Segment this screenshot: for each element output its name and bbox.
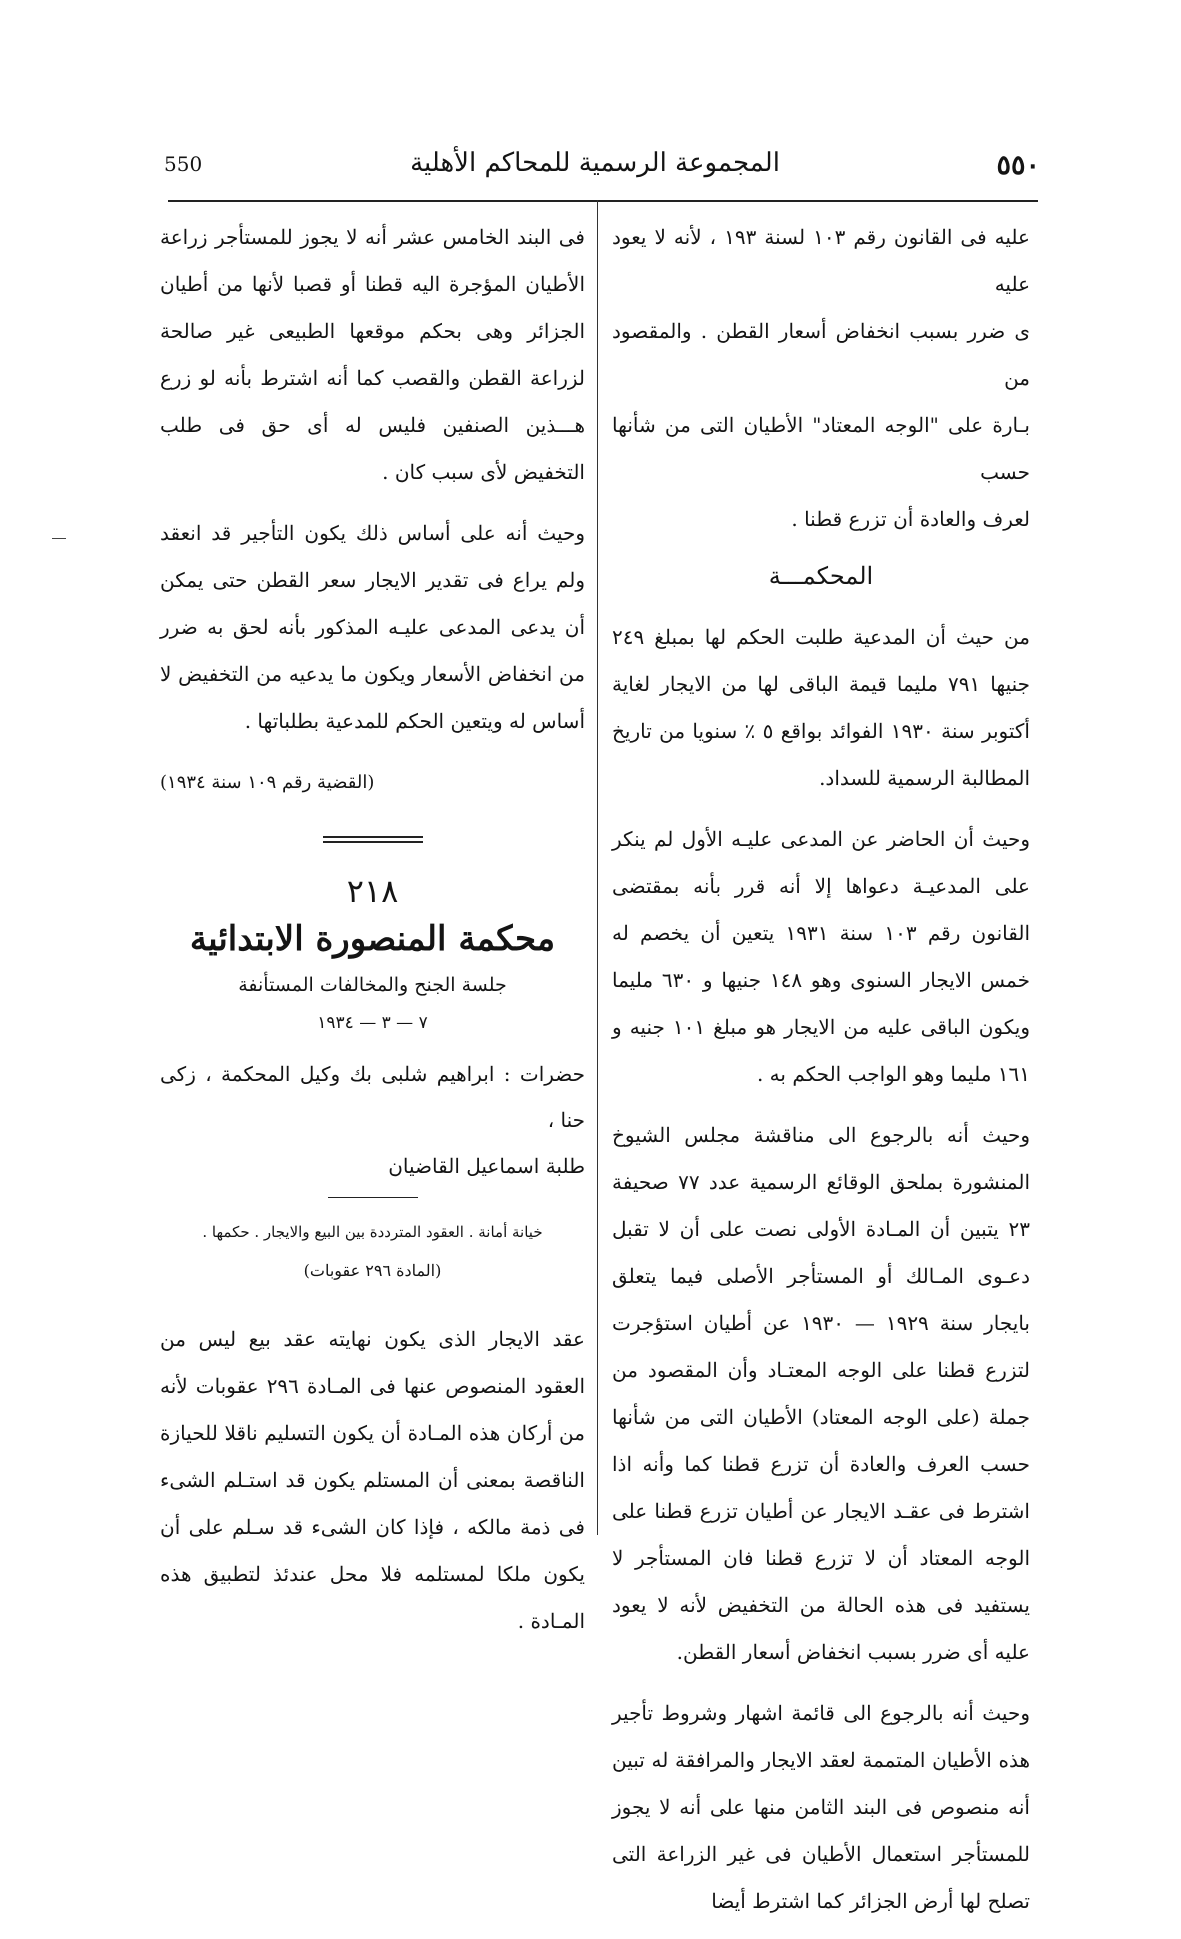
case-summary: خيانة أمانة . العقود المترددة بين البيع والايجار . حكمها . [202, 1223, 543, 1241]
paragraph: من حيث أن المدعية طلبت الحكم لها بمبلغ ٢٤٩ جنيها ٧٩١ مليما قيمة الباقى لها من الايجار لغاية أكتوبر سنة ١٩٣٠ الفوائد بواقع ٥ ٪ سنويا من تاريخ المطالبة الرسمية للسداد. [612, 625, 1031, 790]
intro-line: لعرف والعادة أن تزرع قطنا . [791, 507, 1030, 531]
running-title: المجموعة الرسمية للمحاكم الأهلية [410, 148, 780, 178]
intro-line: بـارة على "الوجه المعتاد" الأطيان التى من شأنها حسب [612, 413, 1030, 484]
intro-line: عليه فى القانون رقم ١٠٣ لسنة ١٩٣ ، لأنه لا يعود عليه [612, 225, 1030, 296]
case-number: ٢١٨ [346, 872, 399, 910]
paragraph: وحيث أنه بالرجوع الى قائمة اشهار وشروط تأجير هذه الأطيان المتممة لعقد الايجار والمرافقة له تبين أنه منصوص فى البند الثامن منها على أنه لا يجوز للمستأجر استعمال الأطيان فى غير الزراعة التى تصلح لها أرض الجزائر كما اشترط أيضا [612, 1701, 1030, 1913]
page-header [150, 148, 1040, 188]
case-reference: (القضية رقم ١٠٩ سنة ١٩٣٤) [160, 772, 375, 793]
paragraph: وحيث أنه على أساس ذلك يكون التأجير قد انعقد ولم يراع فى تقدير الايجار سعر القطن حتى يمكن أن يدعى المدعى عليـه المذكور بأنه لحق به ضرر من انخفاض الأسعار ويكون ما يدعيه من التخفيض لا أساس له ويتعين الحكم للمدعية بطلباتها . [160, 521, 585, 733]
judges-line: حضرات : ابراهيم شلبى بك وكيل المحكمة ، زكى حنا ، [160, 1062, 585, 1132]
legal-principle: عقد الايجار الذى يكون نهايته عقد بيع ليس من العقود المنصوص عنها فى المـادة ٢٩٦ عقوبات لأنه من أركان هذه المـادة أن يكون التسليم ناقلا للحيازة الناقصة بمعنى أن المستلم يكون قد استـلم الشىء فى ذمة مالكه ، فإذا كان الشىء قد سـلم على أن يكون ملكا لمستلمه فلا محل عندئذ لتطبيق هذه المـادة . [160, 1327, 586, 1633]
right-column [612, 214, 1030, 1939]
margin-mark [52, 538, 66, 539]
session-date: ٧ — ٣ — ١٩٣٤ [317, 1013, 428, 1033]
session-name: جلسة الجنح والمخالفات المستأنفة [238, 974, 507, 996]
short-rule [328, 1197, 418, 1198]
paragraph: وحيث أنه بالرجوع الى مناقشة مجلس الشيوخ المنشورة بملحق الوقائع الرسمية عدد ٧٧ صحيفة ٢٣ يتبين أن المـادة الأولى نصت على أن لا تقبل دعـوى المـالك أو المستأجر الأصلى فيما يتعلق بايجار سنة ١٩٢٩ — ١٩٣٠ عن أطيان استؤجرت لتزرع قطنا على الوجه المعتـاد وأن المقصود من جملة (على الوجه المعتاد) الأطيان التى من شأنها حسب العرف والعادة أن تزرع قطنا كما وأنه اذا اشترط فى عقـد الايجار عن أطيان تزرع قطنا على الوجه المعتاد أن لا تزرع قطنا فان المستأجر لا يستفيد فى هذه الحالة من التخفيض لأنه لا يعود عليه أى ضرر بسبب انخفاض أسعار القطن. [612, 1123, 1031, 1664]
section-heading: المحكمـــة [768, 562, 874, 590]
article-reference: (المادة ٢٩٦ عقوبات) [303, 1261, 442, 1280]
paragraph: فى البند الخامس عشر أنه لا يجوز للمستأجر زراعة الأطيان المؤجرة اليه قطنا أو قصبا لأنها من أطيان الجزائر وهى بحكم موقعها الطبيعى غير صالحة لزراعة القطن والقصب كما أنه اشترط بأنه لو زرع هـــذين الصنفين فليس له أى حق فى طلب التخفيض لأى سبب كان . [160, 225, 585, 484]
header-rule [168, 200, 1038, 202]
page-number-latin: 550 [164, 152, 203, 176]
court-name: محكمة المنصورة الابتدائية [189, 919, 556, 959]
judges-line: طلبة اسماعيل القاضيان [388, 1154, 585, 1178]
left-column [160, 214, 585, 1659]
column-divider [597, 200, 598, 1535]
section-separator [323, 836, 423, 843]
page-number-arabic: ٥٥٠ [996, 150, 1040, 181]
paragraph: وحيث أن الحاضر عن المدعى عليـه الأول لم ينكر على المدعيـة دعواها إلا أنه قرر بأنه بمقتضى القانون رقم ١٠٣ سنة ١٩٣١ يتعين أن يخصم له خمس الايجار السنوى وهو ١٤٨ جنيها و ٦٣٠ مليما ويكون الباقى عليه من الايجار هو مبلغ ١٠١ جنيه و ١٦١ مليما وهو الواجب الحكم به . [612, 827, 1030, 1086]
intro-line: ى ضرر بسبب انخفاض أسعار القطن . والمقصود من [612, 319, 1030, 390]
